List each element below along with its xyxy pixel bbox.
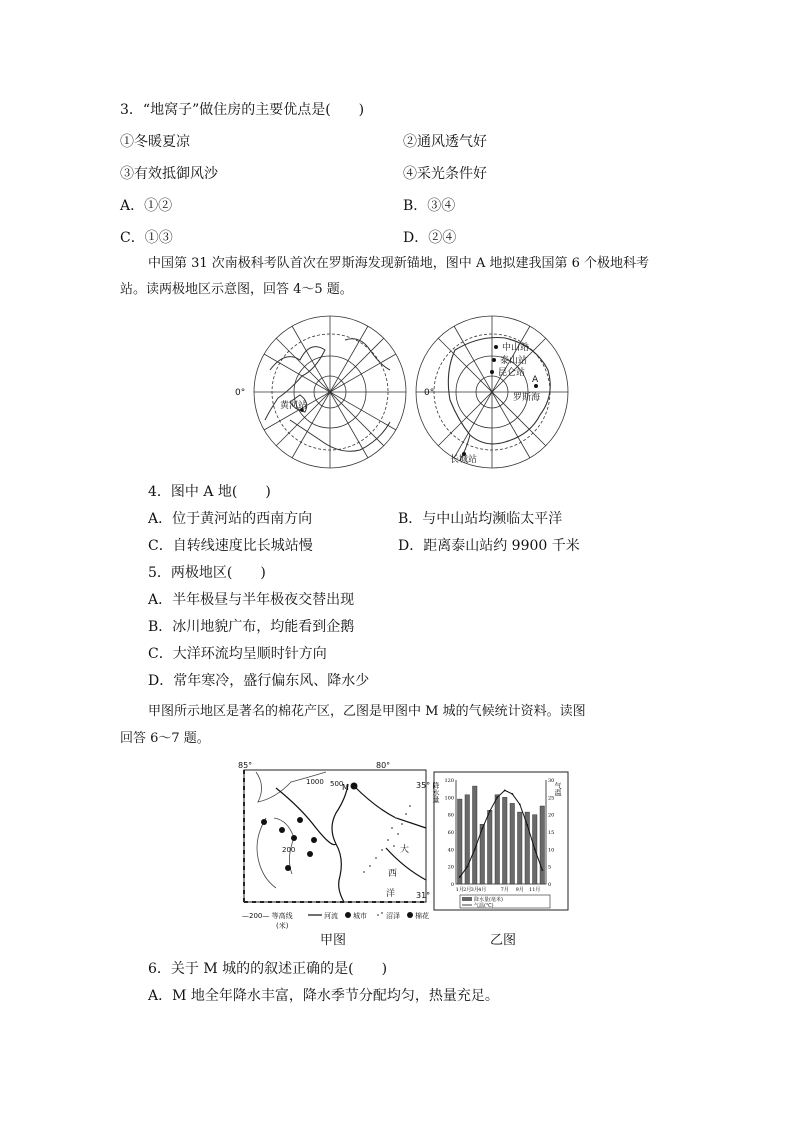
q3-option-3: ③有效抵御风沙	[120, 166, 218, 182]
intro45-line1: 中国第 31 次南极科考队首次在罗斯海发现新锚地，图中 A 地拟建我国第 6 个极地科考	[148, 256, 649, 271]
precip-bar	[510, 803, 515, 884]
q4-choice-d: D．距离泰山站约 9900 千米	[398, 538, 580, 554]
huanghe-station-label: 黄河站	[280, 401, 308, 411]
month-tick-label: 11月	[529, 887, 541, 893]
left-zero-label: 0°	[235, 388, 246, 398]
contour-1000-label: 1000	[306, 778, 324, 786]
right-tick-label: 10	[548, 847, 555, 854]
lon-80-label: 80°	[376, 761, 391, 770]
lat-31-label: 31°	[416, 891, 431, 900]
rivers	[276, 784, 426, 902]
kunlun-station-dot	[490, 370, 494, 374]
contour-lines	[256, 772, 326, 888]
lon-85-label: 85°	[238, 761, 253, 770]
q3-choice-c: C．①③	[120, 230, 173, 246]
q5-choice-c: C．大洋环流均呈顺时针方向	[148, 646, 327, 662]
right-axis-label: 气温	[554, 782, 562, 796]
kunlun-station-label: 昆仑站	[498, 368, 526, 378]
month-tick-label: 2月	[463, 887, 472, 893]
q3-choice-a: A．①②	[120, 198, 173, 214]
contour-500-label: 500	[330, 780, 344, 788]
precip-bar	[540, 806, 545, 884]
precip-bar	[503, 797, 508, 884]
intro67-line1: 甲图所示地区是著名的棉花产区，乙图是甲图中 M 城的气候统计资料。读图	[148, 704, 586, 719]
jia-map-figure	[236, 758, 436, 950]
precip-bar	[525, 812, 530, 884]
precip-bar	[495, 795, 500, 884]
precip-bar	[518, 812, 523, 884]
intro45-line2: 站。读两极地区示意图，回答 4～5 题。	[120, 282, 353, 297]
legend-temp: 气温(℃)	[474, 903, 494, 909]
month-tick-label: 1月	[455, 887, 464, 893]
month-tick-label: 3月	[470, 887, 479, 893]
contour-200-label: 200	[282, 846, 296, 854]
left-tick-label: 80	[447, 812, 454, 819]
legend-city: 城市	[353, 912, 367, 920]
legend-river: 河流	[324, 912, 338, 920]
q5-choice-a: A．半年极昼与半年极夜交替出现	[148, 592, 355, 608]
right-tick-label: 5	[548, 864, 552, 871]
q4-choice-a: A．位于黄河站的西南方向	[148, 511, 313, 527]
zhongshan-station-label: 中山站	[502, 343, 530, 353]
yi-climate-chart	[434, 772, 574, 948]
q5-choice-b: B．冰川地貌广布，均能看到企鹅	[148, 619, 355, 635]
q3-option-4: ④采光条件好	[403, 166, 487, 182]
q6-stem: 6．关于 M 城的的叙述正确的是( )	[148, 961, 388, 977]
q3-stem: 3．“地窝子”做住房的主要优点是( )	[120, 102, 365, 118]
left-tick-label: 20	[447, 864, 454, 871]
q3-option-2: ②通风透气好	[403, 134, 487, 150]
zhongshan-station-dot	[494, 345, 498, 349]
right-tick-label: 15	[548, 830, 555, 836]
left-tick-label: 100	[444, 795, 454, 802]
point-a-label: A	[532, 375, 539, 385]
ocean-char-da: 大	[400, 845, 410, 855]
temperature-point	[489, 810, 491, 812]
taishan-station-dot	[492, 358, 496, 362]
precip-bar	[473, 786, 478, 884]
left-tick-label: 60	[447, 830, 454, 836]
ocean-char-yang: 洋	[386, 889, 396, 899]
yi-caption: 乙图	[490, 933, 517, 948]
right-tick-label: 25	[548, 795, 555, 802]
city-m-label: M	[342, 783, 349, 792]
precip-bar	[488, 810, 493, 884]
temperature-series-line	[460, 790, 543, 877]
right-tick-label: 0	[548, 882, 552, 888]
lat-35-label: 35°	[416, 781, 431, 790]
left-tick-label: 120	[444, 778, 454, 784]
temperature-point	[526, 824, 528, 826]
right-tick-label: 30	[548, 778, 555, 784]
temperature-point	[466, 866, 468, 868]
q6-choice-a: A．M 地全年降水丰富，降水季节分配均匀，热量充足。	[148, 988, 499, 1004]
temperature-point	[519, 803, 521, 805]
q3-choice-d: D．②④	[403, 230, 457, 246]
temperature-point	[496, 796, 498, 798]
changcheng-station-label: 长城站	[450, 455, 478, 465]
month-tick-label: 7月	[500, 887, 509, 893]
antarctic-map	[416, 316, 568, 468]
q4-stem: 4．图中 A 地( )	[148, 484, 271, 500]
swamp-area	[363, 805, 411, 873]
temperature-point	[541, 869, 543, 871]
cotton-markers	[261, 817, 317, 871]
q5-choice-d: D．常年寒冷，盛行偏东风、降水少	[148, 673, 370, 689]
right-zero-label: 0°	[424, 388, 435, 398]
month-tick-label: 4月	[478, 887, 487, 893]
q4-choice-c: C．自转线速度比长城站慢	[148, 538, 313, 554]
legend-city-icon	[345, 912, 351, 918]
precip-bar	[465, 795, 470, 884]
taishan-station-label: 泰山站	[500, 356, 528, 366]
q3-choice-b: B．③④	[403, 198, 456, 214]
temperature-point	[459, 876, 461, 878]
left-axis-label: 降水量	[432, 782, 440, 803]
temperature-point	[511, 793, 513, 795]
left-tick-label: 40	[447, 847, 454, 854]
legend-cotton: 棉花	[415, 912, 429, 920]
polar-maps-figure	[230, 310, 570, 470]
temperature-point	[534, 848, 536, 850]
temperature-point	[504, 790, 506, 792]
legend-cotton-icon	[407, 912, 413, 918]
temperature-point	[474, 848, 476, 850]
arctic-map	[254, 316, 406, 468]
left-tick-label: 0	[450, 882, 454, 888]
ocean-char-xi: 西	[388, 869, 398, 879]
jia-caption: 甲图	[320, 933, 347, 948]
legend-contour-unit: (米)	[276, 922, 289, 930]
q3-option-1: ①冬暖夏凉	[120, 134, 190, 150]
legend-swamp: 沼泽	[386, 912, 400, 920]
legend-precip: 降水量(毫米)	[474, 897, 503, 903]
city-m-marker	[351, 783, 358, 790]
temperature-point	[481, 828, 483, 830]
legend-contour: —200— 等高线	[242, 912, 293, 920]
ross-sea-label: 罗斯海	[513, 393, 541, 403]
month-tick-label: 9月	[515, 887, 524, 893]
precip-bar	[458, 799, 463, 884]
intro67-line2: 回答 6～7 题。	[120, 731, 210, 746]
q4-choice-b: B．与中山站均濒临太平洋	[398, 511, 563, 527]
right-tick-label: 20	[548, 812, 555, 819]
q5-stem: 5．两极地区( )	[148, 565, 266, 581]
